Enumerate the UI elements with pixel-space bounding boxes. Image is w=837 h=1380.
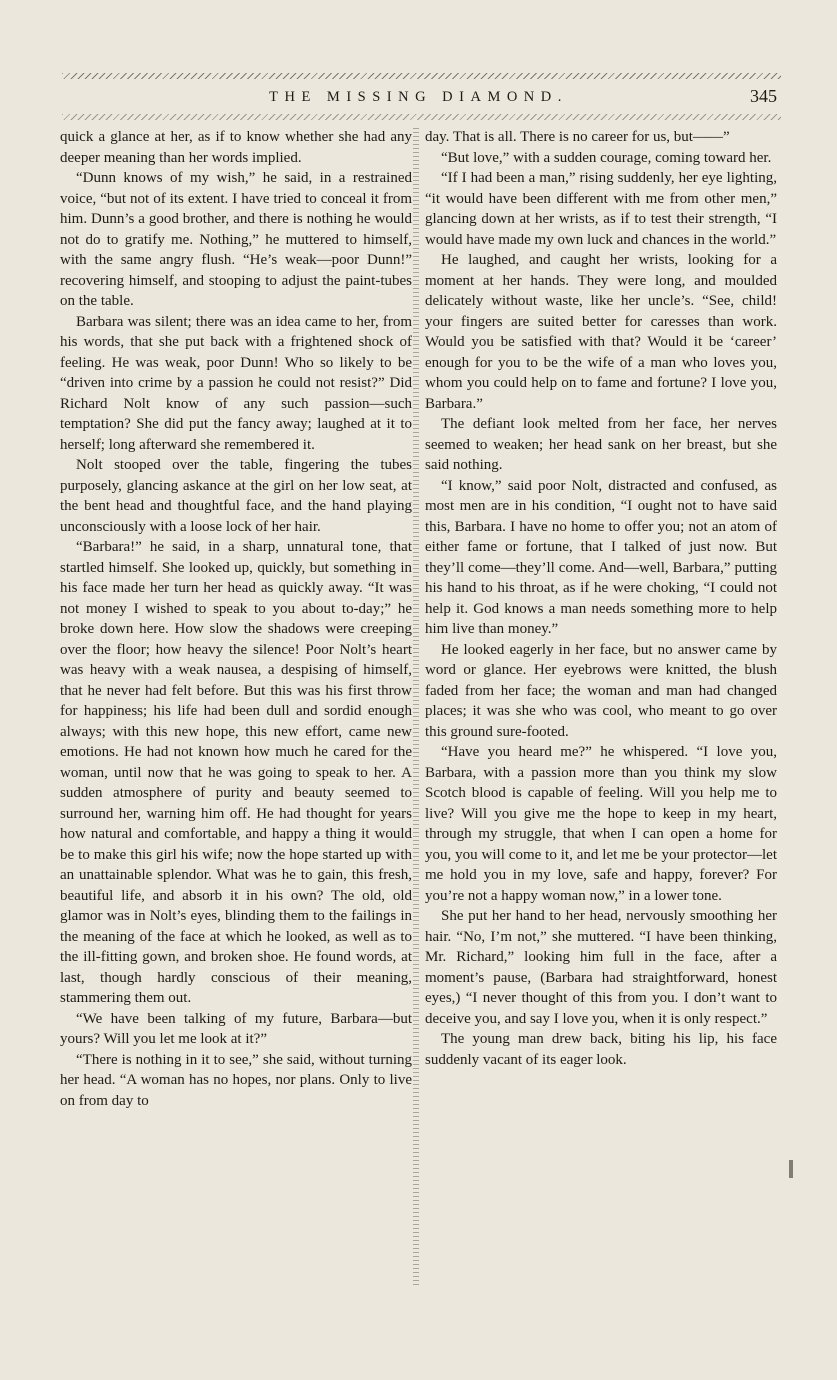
paragraph: “If I had been a man,” rising suddenly, her eye lighting, “it would have been different with me from other men,” glancing down at her wrists, as if to test their strength, “I would have made my own luck and chances in the world.” [425,170,777,248]
paragraph: “There is nothing in it to see,” she said, without turning her head. “A woman has no hopes, nor plans. Only to live on from day to [60,1051,412,1109]
column-divider [413,127,419,1285]
paragraph: quick a glance at her, as if to know whether she had any deeper meaning than her words implied. [60,129,412,166]
page-number: 345 [750,86,777,106]
paragraph: Nolt stooped over the table, fingering the tubes purposely, glancing askance at the girl on her low seat, at the bent head and thoughtful face, and the hand playing unconsciously with a loose lock of her hair. [60,457,412,535]
left-column [60,127,412,1111]
margin-mark [789,1160,793,1178]
paragraph: “But love,” with a sudden courage, coming toward her. [441,149,772,166]
running-title: THE MISSING DIAMOND. [269,89,568,105]
paragraph: “Barbara!” he said, in a sharp, unnatural tone, that startled himself. She looked up, quickly, but something in his face made her turn her head as quickly away. “It was not money I wished to speak to you about to-day;” he broke down here. How slow the shadows were creeping over the floor; how heavy the silence! Poor Nolt’s heart was heavy with a weak nausea, a despising of himself, that he never had felt before. But this was his first throw for happiness; his life had been dull and sordid enough always; with this new hope, this new effort, came new emotions. He had not known how much he cared for the woman, until now that he was going to speak to her. A sudden atmosphere of purity and beauty seemed to surround her, warning him off. He had thought for years how natural and comfortable, and happy a thing it would be to make this girl his wife; now the hope started up with an unattainable splendor. What was he to gain, this fresh, beautiful life, and absorb it in his own? The old, old glamor was in Nolt’s eyes, blinding them to the failings in the meaning of the face at which he looked, as well as to the ill-fitting gown, and broken shoe. He found words, at last, though hardly conscious of their meaning, stammering them out. [60,539,412,1006]
paragraph: Barbara was silent; there was an idea came to her, from his words, that she put back with a frightened shock of feeling. He was weak, poor Dunn! Who so likely to be “driven into crime by a passion he could not resist?” Did Richard Nolt know of any such passion—such temptation? She did put the fancy away; laughed at it to herself; long afterward she remembered it. [60,313,412,453]
paragraph: The young man drew back, biting his lip, his face suddenly vacant of its eager look. [425,1031,777,1068]
paragraph: “I know,” said poor Nolt, distracted and confused, as most men are in his condition, “I ought not to have said this, Barbara. I have no home to offer you; not an atom of either fame or fortune, that I talked of just now. But they’ll come—they’ll come. And—well, Barbara,” putting his hand to his throat, as if he were choking, “I could not help it. God knows a man needs something more to help him live than money.” [425,477,777,637]
paragraph: He laughed, and caught her wrists, looking for a moment at her hands. They were long, and moulded delicately without waste, like her uncle’s. “See, child! your fingers are suited better for caresses than work. Would you be satisfied with that? Would it be ‘career’ enough for you to be the wife of a man who loves you, whom you could help on to fame and fortune? I love you, Barbara.” [425,252,777,412]
paragraph: “We have been talking of my future, Barbara—but yours? Will you let me look at it?” [60,1010,412,1047]
paragraph: She put her hand to her head, nervously smoothing her hair. “No, I’m not,” she muttered. “I have been thinking, Mr. Richard,” looking him full in the face, after a moment’s pause, (Barbara had straightforward, honest eyes,) “I never thought of this from you. I don’t want to deceive you, and say I love you, when it is only respect.” [425,908,777,1027]
right-column [425,127,777,1070]
running-head [60,86,777,110]
decorative-rule-top [62,73,781,79]
paragraph: day. That is all. There is no career for us, but——” [425,129,730,145]
paragraph: He looked eagerly in her face, but no answer came by word or glance. Her eyebrows were knitted, the blush faded from her face; the woman and man had changed places; it was she who was cool, who meant to go over this ground sure-footed. [425,641,777,740]
paragraph: “Have you heard me?” he whispered. “I love you, Barbara, with a passion more than you think my slow Scotch blood is capable of feeling. Will you help me to live? Will you give me the hope to keep in my heart, through my struggle, that when I can open a home for you, you will come to it, and let me be your protector—let me hold you in my love, safe and happy, forever? For you’re not a happy woman now,” in a lower tone. [425,744,777,904]
paragraph: “Dunn knows of my wish,” he said, in a restrained voice, “but not of its extent. I have tried to conceal it from him. Dunn’s a good brother, and there is nothing he would not do to gratify me. Nothing,” he muttered to himself, with the same angry flush. “He’s weak—poor Dunn!” recovering himself, and stooping to adjust the paint-tubes on the table. [60,170,412,309]
paragraph: The defiant look melted from her face, her nerves seemed to weaken; her head sank on her breast, but she said nothing. [425,416,777,473]
decorative-rule-under-head [62,114,781,120]
